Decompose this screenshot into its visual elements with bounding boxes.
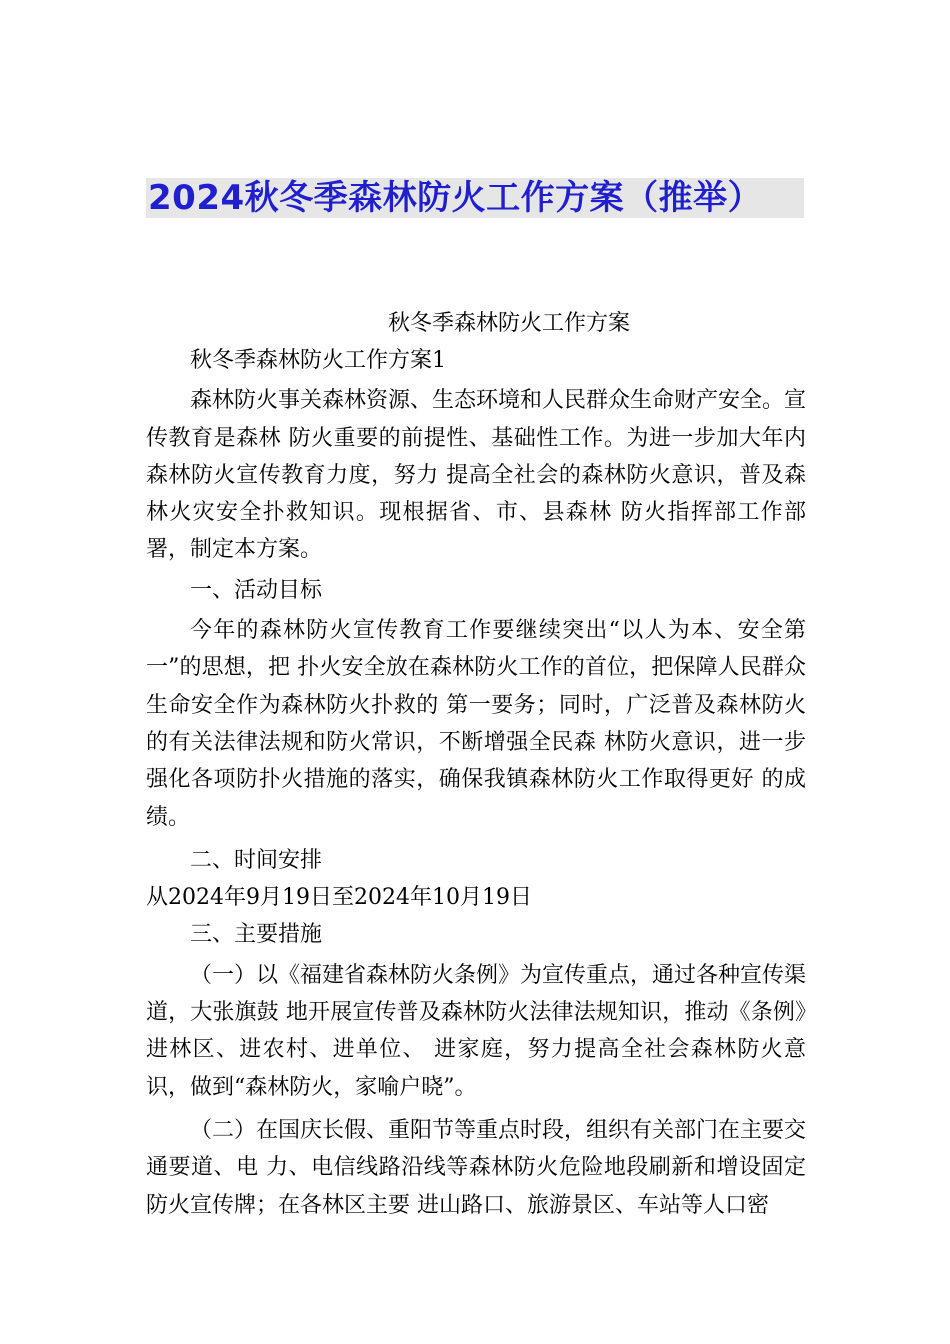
- heading-measures: 三、主要措施: [190, 922, 323, 948]
- section-label: 秋冬季森林防火工作方案1: [190, 348, 446, 373]
- measure-2-paragraph: （二）在国庆长假、重阳节等重点时段，组织有关部门在主要交通要道、电 力、电信线路沿线等森林防火危险地段刷新和增设固定防火宣传牌；在各林区主要 进山路口、旅游景区、车站等人口密: [146, 1117, 807, 1218]
- heading-goals: 一、活动目标: [190, 577, 323, 603]
- document-subtitle: 秋冬季森林防火工作方案: [387, 311, 630, 336]
- intro-paragraph: 森林防火事关森林资源、生态环境和人民群众生命财产安全。宣传教育是森林 防火重要的前提性、基础性工作。为进一步加大年内森林防火宣传教育力度，努力 提高全社会的森林防火意识，普及森林火灾安全扑救知识。现根据省、市、县森林 防火指挥部工作部署，制定本方案。: [146, 388, 807, 563]
- document-title: 2024秋冬季森林防火工作方案（推举）: [146, 178, 804, 218]
- document-body: [146, 306, 806, 1224]
- goals-paragraph: 今年的森林防火宣传教育工作要继续突出“以人为本、安全第一”的思想，把 扑火安全放在森林防火工作的首位，把保障人民群众生命安全作为森林防火扑救的 第一要务；同时，广泛普及森林防火的有关法律法规和防火常识，不断增强全民森 林防火意识，进一步强化各项防扑火措施的落实，确保我镇森林防火工作取得更好 的成绩。: [146, 618, 806, 830]
- schedule-paragraph: 从2024年9月19日至2024年10月19日: [146, 885, 532, 911]
- heading-schedule: 二、时间安排: [190, 847, 323, 873]
- measure-1-paragraph: （一）以《福建省森林防火条例》为宣传重点，通过各种宣传渠道，大张旗鼓 地开展宣传普及森林防火法律法规知识，推动《条例》进林区、进农村、进单位、 进家庭，努力提高全社会森林防火意识，做到“森林防火，家喻户晓”。: [146, 962, 807, 1100]
